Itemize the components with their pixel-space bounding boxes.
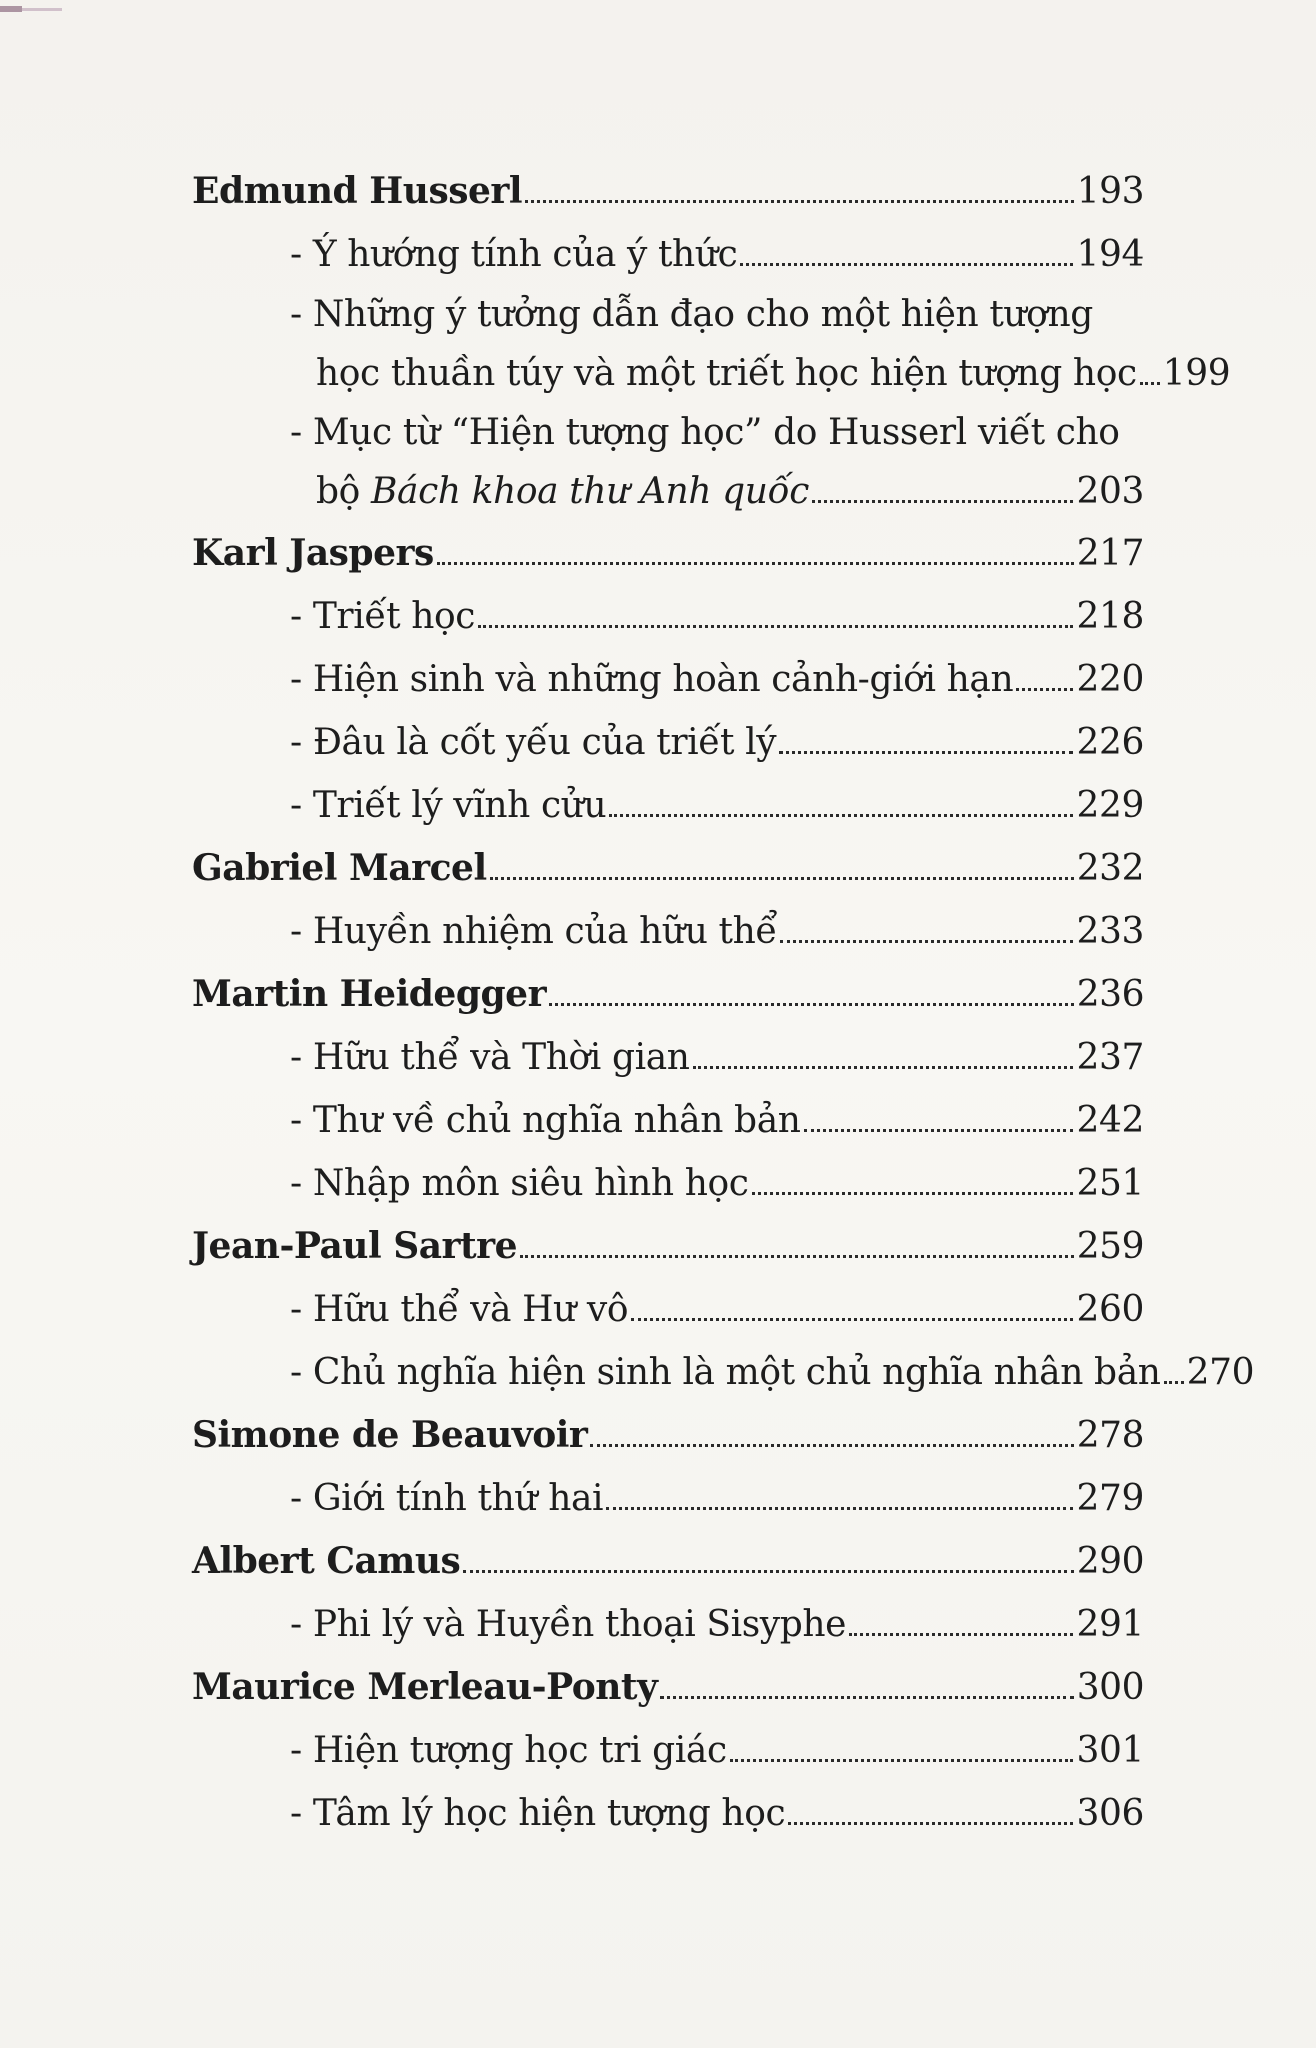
- toc-section-entry: [192, 711, 1144, 774]
- dot-leader: [780, 940, 1073, 943]
- toc-page-number: 260: [1076, 1289, 1144, 1330]
- dot-leader: [752, 1192, 1074, 1195]
- toc-section-entry: [192, 286, 1231, 404]
- toc-entry-title: - Mục từ “Hiện tượng học” do Husserl viết cho: [290, 404, 1144, 462]
- dot-leader: [490, 877, 1074, 880]
- toc-chapter-entry: [192, 1215, 1144, 1278]
- dot-leader: [660, 1696, 1073, 1699]
- toc-entry-title: - Hiện tượng học tri giác: [290, 1719, 727, 1782]
- toc-entry-title: - Những ý tưởng dẫn đạo cho một hiện tượng: [290, 286, 1144, 344]
- toc-entry-title: Martin Heidegger: [192, 973, 547, 1015]
- toc-section-entry: [192, 648, 1144, 711]
- toc-page-number: 291: [1076, 1604, 1144, 1645]
- toc-entry-title: - Thư về chủ nghĩa nhân bản: [290, 1089, 801, 1152]
- toc-section-entry: [192, 1782, 1144, 1845]
- toc-entry-title: - Hữu thể và Thời gian: [290, 1026, 690, 1089]
- toc-section-entry: [192, 1593, 1144, 1656]
- toc-page-number: 259: [1076, 1226, 1144, 1267]
- toc-page-number: 194: [1076, 234, 1144, 275]
- dot-leader: [730, 1759, 1074, 1762]
- dot-leader: [779, 751, 1073, 754]
- dot-leader: [606, 1507, 1073, 1510]
- toc-entry-title: - Giới tính thứ hai: [290, 1467, 603, 1530]
- dot-leader: [520, 1255, 1074, 1258]
- toc-chapter-entry: [192, 1656, 1144, 1719]
- dot-leader: [1016, 688, 1073, 691]
- toc-section-entry: [192, 1152, 1144, 1215]
- table-of-contents: [192, 160, 1255, 1845]
- toc-page-number: 199: [1162, 353, 1231, 394]
- dot-leader: [549, 1003, 1074, 1006]
- toc-entry-title: - Tâm lý học hiện tượng học: [290, 1782, 785, 1845]
- dot-leader: [437, 562, 1074, 565]
- toc-entry-title: Gabriel Marcel: [192, 847, 487, 889]
- toc-section-entry: [192, 1341, 1255, 1404]
- dot-leader: [463, 1570, 1073, 1573]
- toc-entry-title: - Hiện sinh và những hoàn cảnh-giới hạn: [290, 648, 1013, 711]
- toc-page-number: 233: [1076, 911, 1144, 952]
- toc-entry-title: Edmund Husserl: [192, 170, 523, 212]
- toc-section-entry: [192, 774, 1144, 837]
- dot-leader: [740, 263, 1073, 266]
- toc-entry-title: Maurice Merleau-Ponty: [192, 1666, 658, 1708]
- toc-entry-title: Albert Camus: [192, 1540, 461, 1582]
- toc-entry-title: - Nhập môn siêu hình học: [290, 1152, 749, 1215]
- toc-entry-title: Simone de Beauvoir: [192, 1414, 588, 1456]
- toc-section-entry: [192, 223, 1144, 286]
- toc-section-entry: [192, 1089, 1144, 1152]
- toc-section-entry: [192, 1026, 1144, 1089]
- toc-page-number: 278: [1076, 1415, 1144, 1456]
- toc-entry-title: - Đâu là cốt yếu của triết lý: [290, 711, 776, 774]
- toc-entry-title: - Huyền nhiệm của hữu thể: [290, 900, 777, 963]
- toc-chapter-entry: [192, 1530, 1144, 1593]
- dot-leader: [478, 625, 1073, 628]
- toc-entry-title: - Triết lý vĩnh cửu: [290, 774, 606, 837]
- dot-leader: [590, 1444, 1073, 1447]
- toc-page-number: 220: [1076, 659, 1144, 700]
- toc-entry-title: - Phi lý và Huyền thoại Sisyphe: [290, 1593, 846, 1656]
- toc-chapter-entry: [192, 522, 1144, 585]
- toc-chapter-entry: [192, 837, 1144, 900]
- toc-entry-title: - Hữu thể và Hư vô: [290, 1278, 628, 1341]
- toc-page-number: 300: [1076, 1667, 1144, 1708]
- toc-entry-prefix: bộ: [316, 471, 360, 512]
- dot-leader: [812, 500, 1074, 503]
- toc-entry-line2: [290, 344, 1231, 404]
- toc-page-number: 301: [1076, 1730, 1144, 1771]
- toc-section-entry: [192, 1278, 1144, 1341]
- toc-page-number: 242: [1076, 1100, 1144, 1141]
- toc-page-number: 203: [1076, 471, 1144, 512]
- toc-page-number: 193: [1076, 171, 1144, 212]
- toc-page-number: 232: [1076, 848, 1144, 889]
- toc-entry-title: - Chủ nghĩa hiện sinh là một chủ nghĩa nhân bản: [290, 1341, 1161, 1404]
- dot-leader: [849, 1633, 1073, 1636]
- toc-page-number: 237: [1076, 1037, 1144, 1078]
- toc-page-number: 226: [1076, 722, 1144, 763]
- toc-section-entry: [192, 585, 1144, 648]
- toc-section-entry: [192, 1467, 1144, 1530]
- dot-leader: [609, 814, 1073, 817]
- toc-section-entry: [192, 404, 1144, 522]
- page-corner-mark: [0, 8, 62, 11]
- toc-page-number: 251: [1076, 1163, 1144, 1204]
- toc-chapter-entry: [192, 1404, 1144, 1467]
- dot-leader: [693, 1066, 1074, 1069]
- dot-leader: [525, 200, 1074, 203]
- toc-page-number: 306: [1076, 1793, 1144, 1834]
- toc-entry-title: - Ý hướng tính của ý thức: [290, 223, 737, 286]
- toc-page-number: 270: [1186, 1352, 1255, 1393]
- toc-entry-line2: [290, 462, 1144, 522]
- toc-page-number: 229: [1076, 785, 1144, 826]
- toc-page-number: 218: [1076, 596, 1144, 637]
- toc-entry-book-title: Bách khoa thư Anh quốc: [370, 471, 809, 512]
- toc-chapter-entry: [192, 160, 1144, 223]
- dot-leader: [788, 1822, 1073, 1825]
- toc-page-number: 217: [1076, 533, 1144, 574]
- toc-page-number: 290: [1076, 1541, 1144, 1582]
- toc-section-entry: [192, 1719, 1144, 1782]
- toc-entry-title: - Triết học: [290, 585, 475, 648]
- toc-entry-title-cont: học thuần túy và một triết học hiện tượng học: [316, 353, 1137, 394]
- dot-leader: [1164, 1381, 1184, 1384]
- dot-leader: [631, 1318, 1073, 1321]
- toc-entry-title: Karl Jaspers: [192, 532, 434, 574]
- toc-entry-title: Jean-Paul Sartre: [192, 1225, 517, 1267]
- dot-leader: [804, 1129, 1074, 1132]
- toc-page-number: 236: [1076, 974, 1144, 1015]
- toc-section-entry: [192, 900, 1144, 963]
- toc-entry-title-cont: [316, 462, 809, 522]
- toc-page-number: 279: [1076, 1478, 1144, 1519]
- toc-chapter-entry: [192, 963, 1144, 1026]
- dot-leader: [1140, 382, 1160, 385]
